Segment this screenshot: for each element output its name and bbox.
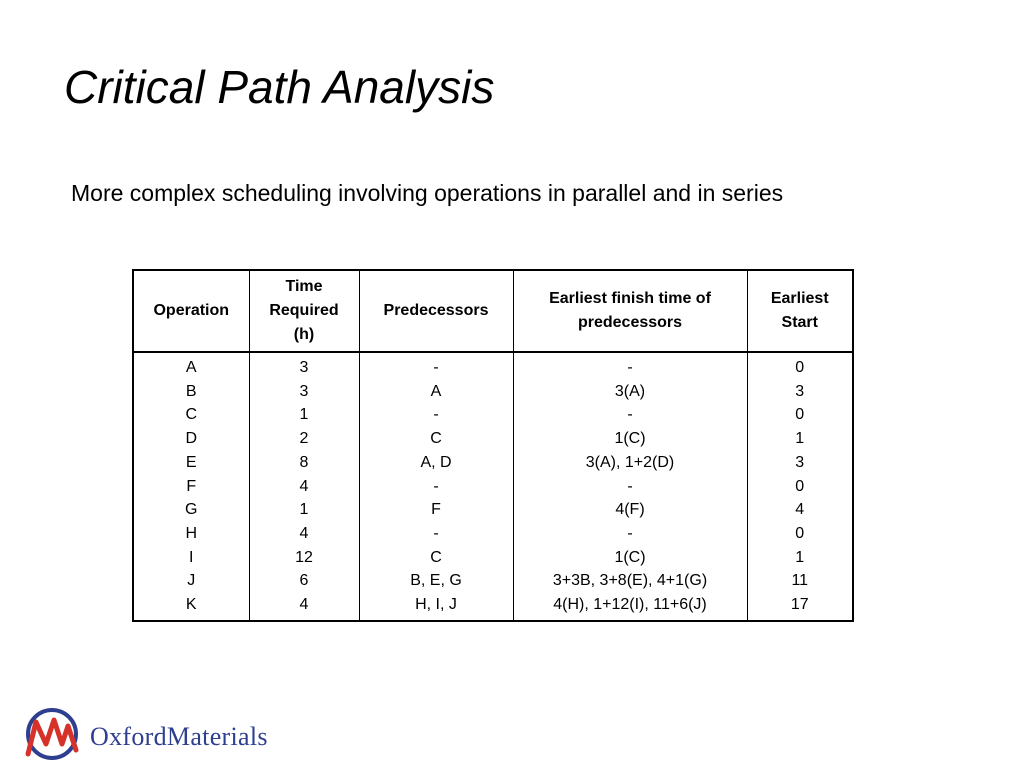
cell-earliest-start: 0 [795,524,805,542]
cell-earliest-start: 0 [795,359,805,376]
cell-earliest-finish: - [627,406,633,424]
cell-predecessors: F [431,501,441,519]
cell-predecessors: A, D [420,453,452,471]
cell-earliest-finish: 1(C) [614,430,646,448]
cell-predecessors: A [430,382,442,400]
cell-operation: K [185,596,197,614]
table-body-row [133,352,853,621]
operation-column-cell [133,352,249,621]
header-line: Earliest [770,290,829,307]
cell-earliest-finish: 3(A) [614,382,646,400]
header-line: Start [781,314,818,331]
critical-path-table [132,269,854,622]
cell-time: 12 [295,548,313,566]
logo-text-oxford: Oxford [90,722,167,751]
cell-time: 4 [299,524,309,542]
header-line: (h) [293,326,315,343]
cell-predecessors: B, E, G [410,572,462,590]
header-line: Operation [153,302,230,319]
cell-earliest-start: 11 [791,572,809,590]
oxford-materials-logo-icon [22,704,86,766]
header-earliest-finish [513,270,747,352]
cell-earliest-start: 3 [795,382,805,400]
cell-predecessors: - [433,359,439,376]
cell-operation: C [185,406,198,424]
cell-time: 8 [299,453,309,471]
cell-predecessors: - [433,477,439,495]
cell-earliest-finish: 4(H), 1+12(I), 11+6(J) [553,596,707,614]
header-line: Earliest finish time of [549,290,711,307]
header-predecessors [359,270,513,352]
cell-time: 4 [299,477,309,495]
predecessors-column-cell [359,352,513,621]
cell-operation: G [185,501,198,519]
table-header-row [133,270,853,352]
cell-predecessors: - [433,406,439,424]
logo-text-materials: Materials [166,722,268,751]
cell-predecessors: - [433,524,439,542]
cell-earliest-finish: 3+3B, 3+8(E), 4+1(G) [552,572,708,590]
header-line: Predecessors [383,302,489,319]
cell-operation: B [185,382,197,400]
cell-earliest-start: 17 [790,596,809,614]
header-earliest-start [747,270,853,352]
cell-earliest-start: 1 [795,430,805,448]
cell-predecessors: C [430,548,442,566]
header-line: predecessors [577,314,683,331]
cell-operation: F [186,477,197,495]
cell-time: 1 [299,501,309,519]
cell-earliest-finish: - [627,524,633,542]
oxford-materials-logo [22,704,312,764]
cell-predecessors: H, I, J [415,596,457,614]
earliest-finish-column-cell [513,352,747,621]
cell-time: 4 [299,596,309,614]
logo-wordmark [90,722,268,752]
header-line: Required [269,302,339,319]
cell-earliest-start: 3 [795,453,805,471]
cell-time: 6 [299,572,309,590]
cell-predecessors: C [430,430,442,448]
cell-earliest-start: 4 [795,501,805,519]
header-line: Time [285,278,323,295]
cell-earliest-finish: - [627,359,633,376]
slide-title: Critical Path Analysis [64,61,495,113]
cell-earliest-start: 0 [795,477,805,495]
cell-earliest-start: 1 [795,548,805,566]
cell-earliest-finish: 1(C) [614,548,646,566]
cell-operation: E [185,453,197,471]
cell-earliest-finish: - [627,477,633,495]
cell-time: 3 [299,359,309,376]
cell-operation: J [187,572,196,590]
cell-time: 1 [299,406,309,424]
cell-operation: I [189,548,194,566]
earliest-start-column-cell [747,352,853,621]
cell-operation: H [185,524,198,542]
cell-earliest-finish: 4(F) [615,501,645,519]
slide-subtitle: More complex scheduling involving operations in parallel and in series [71,180,784,206]
cell-earliest-start: 0 [795,406,805,424]
cell-time: 3 [299,382,309,400]
header-time-required [249,270,359,352]
time-column-cell [249,352,359,621]
header-operation [133,270,249,352]
cell-earliest-finish: 3(A), 1+2(D) [585,453,675,471]
cell-operation: D [185,430,198,448]
cell-operation: A [185,359,197,376]
cell-time: 2 [299,430,309,448]
